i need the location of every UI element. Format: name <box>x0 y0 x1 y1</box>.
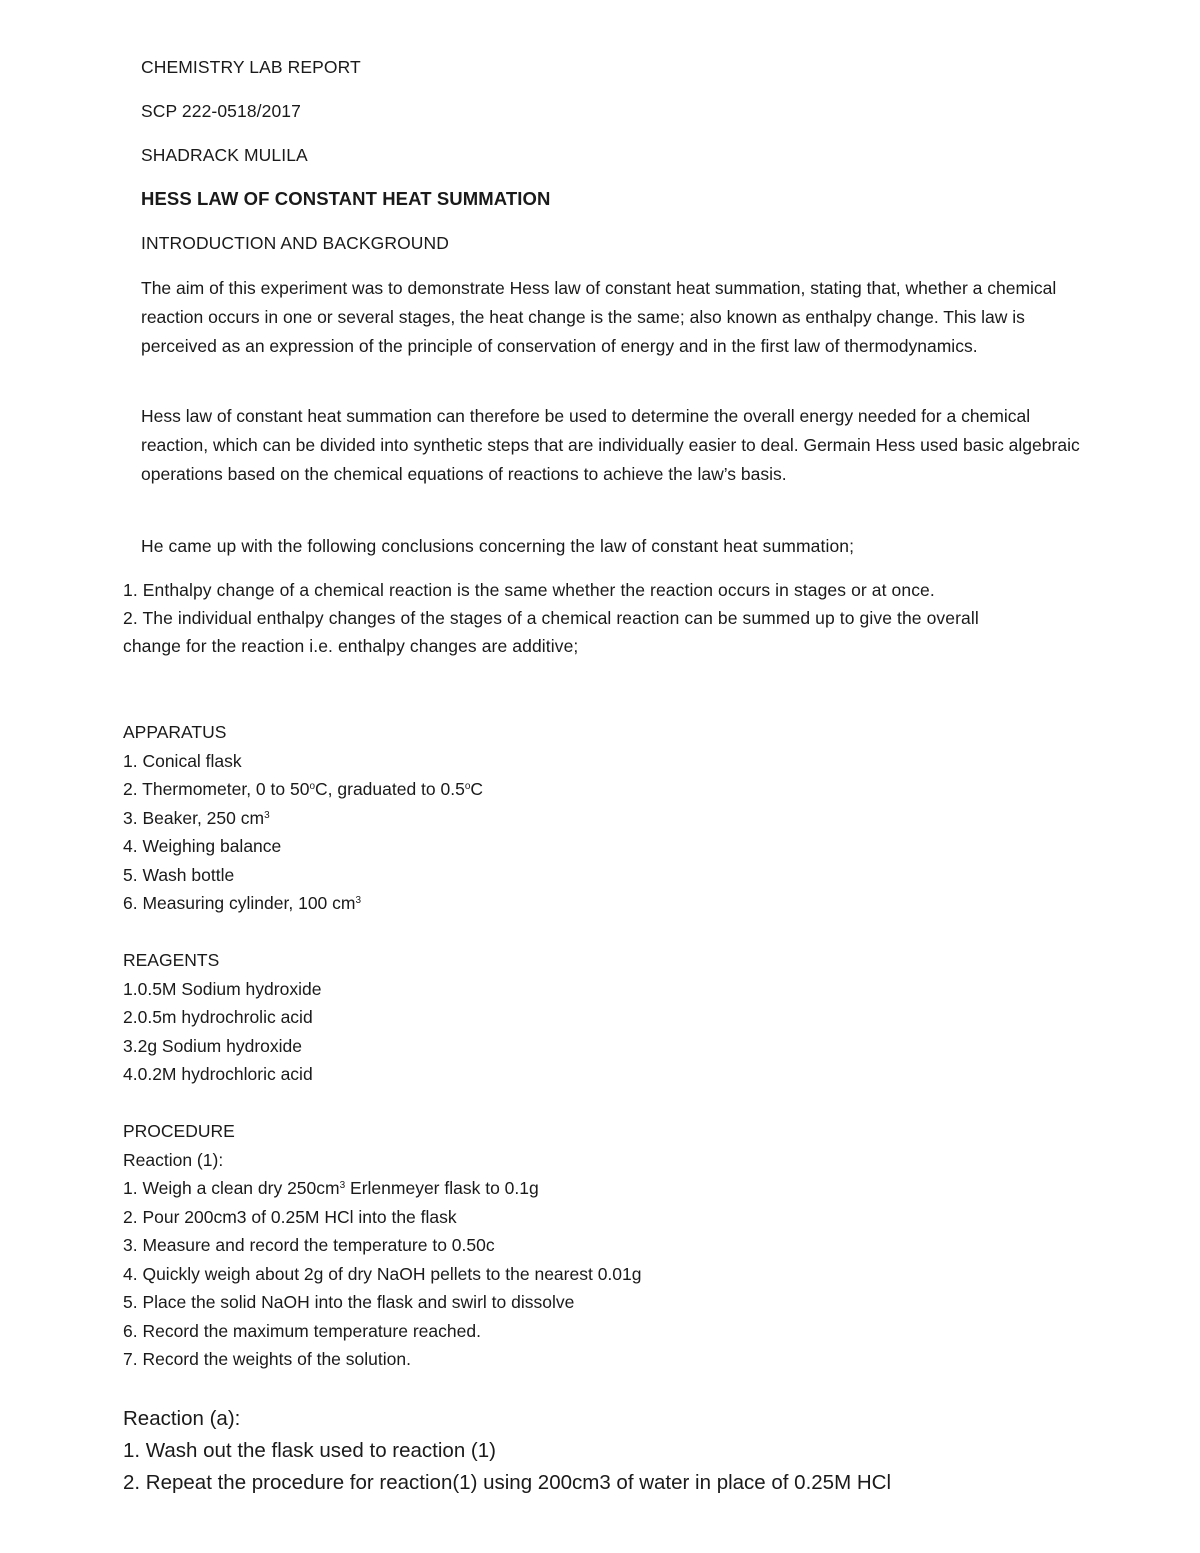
reaction-a-section <box>123 1403 891 1499</box>
conclusion-item-1: 1. Enthalpy change of a chemical reaction is the same whether the reaction occurs in stages or at once. <box>123 580 935 600</box>
reaction-a-step: 2. Repeat the procedure for reaction(1) using 200cm3 of water in place of 0.25M HCl <box>123 1471 892 1494</box>
procedure-step: 7. Record the weights of the solution. <box>123 1349 411 1369</box>
procedure-step: 3. Measure and record the temperature to 0.50c <box>123 1235 495 1255</box>
apparatus-item <box>123 775 483 804</box>
conclusion-item-2-continued: change for the reaction i.e. enthalpy changes are additive; <box>123 636 579 656</box>
conclusion-item-2: 2. The individual enthalpy changes of the stages of a chemical reaction can be summed up to give the overall <box>123 608 979 628</box>
section-heading-introduction: INTRODUCTION AND BACKGROUND <box>141 233 449 253</box>
report-title: CHEMISTRY LAB REPORT <box>141 57 361 77</box>
reagents-heading: REAGENTS <box>123 950 220 970</box>
procedure-step <box>123 1174 642 1203</box>
apparatus-item: 4. Weighing balance <box>123 836 282 856</box>
reagent-item: 4.0.2M hydrochloric acid <box>123 1064 313 1084</box>
procedure-section <box>123 1117 642 1374</box>
apparatus-text: 6. Measuring cylinder, 100 cm <box>123 893 356 913</box>
superscript: 3 <box>339 1180 346 1191</box>
procedure-step: 4. Quickly weigh about 2g of dry NaOH pellets to the nearest 0.01g <box>123 1263 642 1284</box>
reagents-section <box>123 946 321 1089</box>
reaction-a-title: Reaction (a): <box>123 1407 241 1430</box>
main-title: HESS LAW OF CONSTANT HEAT SUMMATION <box>141 188 551 209</box>
registration-number: SCP 222-0518/2017 <box>141 101 301 121</box>
procedure-text: 1. Weigh a clean dry 250cm <box>123 1178 340 1198</box>
apparatus-text: C <box>470 779 484 799</box>
apparatus-item: 5. Wash bottle <box>123 864 235 885</box>
procedure-step: 5. Place the solid NaOH into the flask and swirl to dissolve <box>123 1292 575 1312</box>
degree-symbol: o <box>464 781 471 792</box>
apparatus-text: C, graduated to 0.5 <box>315 779 465 799</box>
apparatus-heading: APPARATUS <box>123 722 227 742</box>
reagent-item: 1.0.5M Sodium hydroxide <box>123 978 322 999</box>
intro-paragraph-1: The aim of this experiment was to demonstrate Hess law of constant heat summation, stating that, whether a chemical reaction occurs in one or several stages, the heat change is the same; also known as enthalpy change. This law is perceived as an expression of the principle of conservation of energy and in the first law of thermodynamics. <box>141 278 1057 356</box>
procedure-heading: PROCEDURE <box>123 1121 235 1141</box>
procedure-text: Erlenmeyer flask to 0.1g <box>345 1178 539 1198</box>
superscript: 3 <box>264 809 270 821</box>
reagent-item: 2.0.5m hydrochrolic acid <box>123 1007 313 1027</box>
apparatus-item: 1. Conical flask <box>123 750 242 771</box>
intro-paragraph-3: He came up with the following conclusions concerning the law of constant heat summation; <box>141 536 855 556</box>
reagent-item: 3.2g Sodium hydroxide <box>123 1035 302 1056</box>
apparatus-item <box>123 804 483 833</box>
apparatus-text: 2. Thermometer, 0 to 50 <box>123 779 310 799</box>
apparatus-section <box>123 718 483 918</box>
procedure-step: 2. Pour 200cm3 of 0.25M HCl into the flask <box>123 1206 457 1227</box>
degree-symbol: o <box>309 781 316 792</box>
apparatus-item <box>123 889 483 918</box>
procedure-step: 6. Record the maximum temperature reached. <box>123 1320 481 1341</box>
reaction-a-step: 1. Wash out the flask used to reaction (1) <box>123 1439 496 1462</box>
superscript: 3 <box>355 895 362 906</box>
apparatus-text: 3. Beaker, 250 cm <box>123 807 265 828</box>
reaction-1-title: Reaction (1): <box>123 1149 224 1170</box>
intro-paragraph-2: Hess law of constant heat summation can therefore be used to determine the overall energy needed for a chemical reaction, which can be divided into synthetic steps that are individually easier to deal. Germain Hess used basic algebraic operations based on the chemical equations of reactions to achieve the law’s basis. <box>141 406 1080 484</box>
author-name: SHADRACK MULILA <box>141 145 308 165</box>
